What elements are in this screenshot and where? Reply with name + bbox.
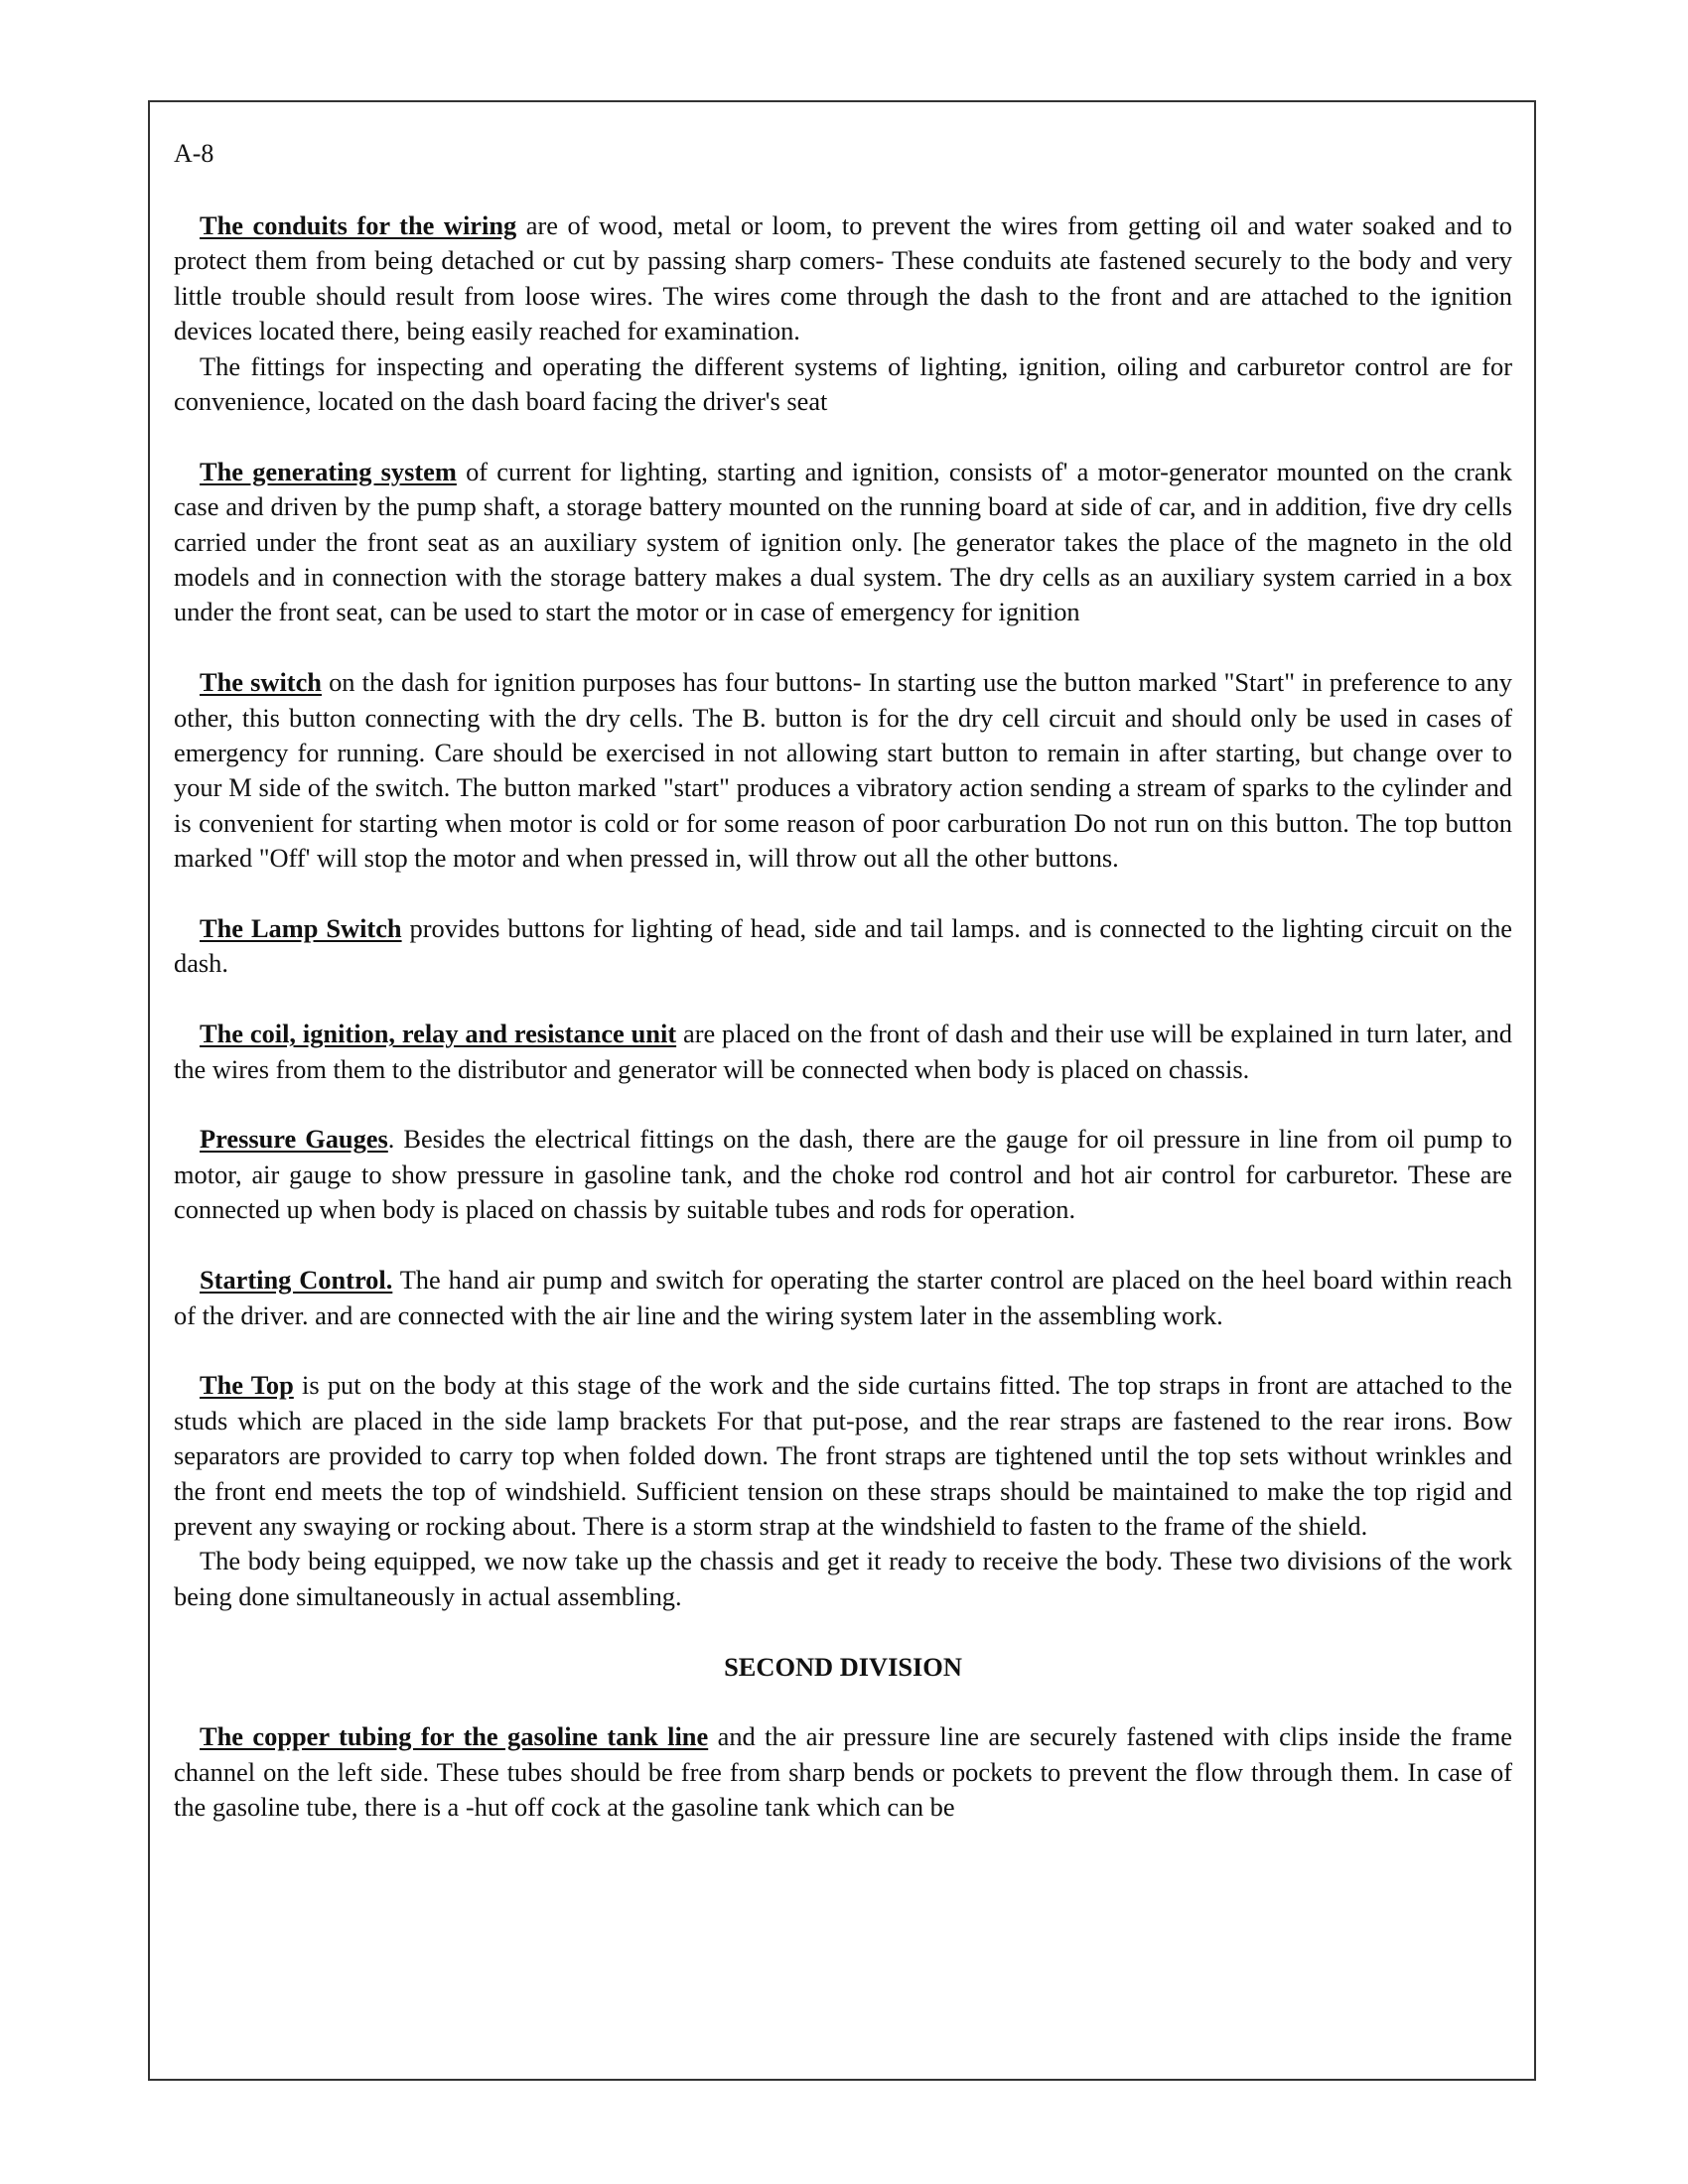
paragraph-lead: The generating system <box>200 456 457 486</box>
paragraph-text: provides buttons for lighting of head, side and tail lamps. and is connected to the lighting circuit on the dash. <box>174 913 1512 979</box>
paragraph-the-top <box>174 1368 1512 1544</box>
paragraph-lead: Pressure Gauges <box>200 1124 388 1155</box>
paragraph-copper-tubing <box>174 1719 1512 1825</box>
paragraph-pressure-gauges <box>174 1122 1512 1227</box>
paragraph-fittings <box>174 349 1512 420</box>
paragraph-body-equipped <box>174 1544 1512 1614</box>
paragraph-text: The hand air pump and switch for operating the starter control are placed on the heel board within reach of the driver. and are connected with the air line and the wiring system later in the assembling work. <box>174 1265 1512 1330</box>
paragraph-lead: The conduits for the wiring <box>200 210 517 240</box>
paragraph-lead: The coil, ignition, relay and resistance unit <box>200 1019 677 1049</box>
paragraph-text: The fittings for inspecting and operating the different systems of lighting, ignition, oiling and carburetor control are for convenience, located on the dash board facing the driver's seat <box>174 350 1512 417</box>
paragraph-text: and the air pressure line are securely fastened with clips inside the frame channel on the left side. These tubes should be free from sharp bends or pockets to prevent the flow through them. In case of the gasoline tube, there is a -hut off cock at the gasoline tank which can be <box>174 1721 1512 1823</box>
paragraph-text: of current for lighting, starting and ignition, consists of' a motor-generator mounted on the crank case and driven by the pump shaft, a storage battery mounted on the running board at side of car, and in addition, five dry cells carried under the front seat as an auxiliary system of ignition only. [he generator takes the place of the magneto in the old models and in connection with the storage battery makes a dual system. The dry cells as an auxiliary system carried in a box under the front seat, can be used to start the motor or in case of emergency for ignition <box>174 456 1512 627</box>
paragraph-text: are of wood, metal or loom, to prevent the wires from getting oil and water soaked and to protect them from being detached or cut by passing sharp comers- These conduits ate fastened securely to the body and very little trouble should result from loose wires. The wires come through the dash to the front and are attached to the ignition devices located there, being easily reached for examination. <box>174 210 1512 346</box>
paragraph-generating-system <box>174 455 1512 630</box>
paragraph-coil-ignition <box>174 1017 1512 1087</box>
page-number: A-8 <box>174 139 214 168</box>
paragraph-conduits <box>174 208 1512 349</box>
paragraph-text: on the dash for ignition purposes has four buttons- In starting use the button marked "Start" in preference to any other, this button connecting with the dry cells. The B. button is for the dry cell circuit and should only be used in cases of emergency for running. Care should be exercised in not allowing start button to remain in after starting, but change over to your M side of the switch. The button marked "start" produces a vibratory action sending a stream of sparks to the cylinder and is convenient for starting when motor is cold or for some reason of poor carburation Do not run on this button. The top button marked "Off' will stop the motor and when pressed in, will throw out all the other buttons. <box>174 667 1512 874</box>
paragraph-lead: The Top <box>200 1370 294 1401</box>
paragraph-text: The body being equipped, we now take up the chassis and get it ready to receive the body. These two divisions of the work being done simultaneously in actual assembling. <box>174 1546 1512 1611</box>
paragraph-lead: The switch <box>200 667 322 698</box>
paragraph-text: . Besides the electrical fittings on the dash, there are the gauge for oil pressure in line from oil pump to motor, air gauge to show pressure in gasoline tank, and the choke rod control and hot air control for carburetor. These are connected up when body is placed on chassis by suitable tubes and rods for operation. <box>174 1124 1512 1225</box>
paragraph-lamp-switch <box>174 911 1512 982</box>
paragraph-text: are placed on the front of dash and their use will be explained in turn later, and the wires from them to the distributor and generator will be connected when body is placed on chassis. <box>174 1019 1512 1084</box>
paragraph-lead: Starting Control. <box>200 1265 393 1296</box>
paragraph-starting-control <box>174 1263 1512 1333</box>
section-heading: SECOND DIVISION <box>724 1651 962 1682</box>
paragraph-lead: The copper tubing for the gasoline tank line <box>200 1721 709 1752</box>
paragraph-text: is put on the body at this stage of the work and the side curtains fitted. The top straps in front are attached to the studs which are placed in the side lamp brackets For that put-pose, and the rear straps are fastened to the rear irons. Bow separators are provided to carry top when folded down. The front straps are tightened until the top sets without wrinkles and the front end meets the top of windshield. Sufficient tension on these straps should be maintained to make the top rigid and prevent any swaying or rocking about. There is a storm strap at the windshield to fasten to the frame of the shield. <box>174 1370 1513 1541</box>
paragraph-lead: The Lamp Switch <box>200 913 402 944</box>
paragraph-switch <box>174 665 1512 876</box>
document-body <box>174 208 1512 1826</box>
